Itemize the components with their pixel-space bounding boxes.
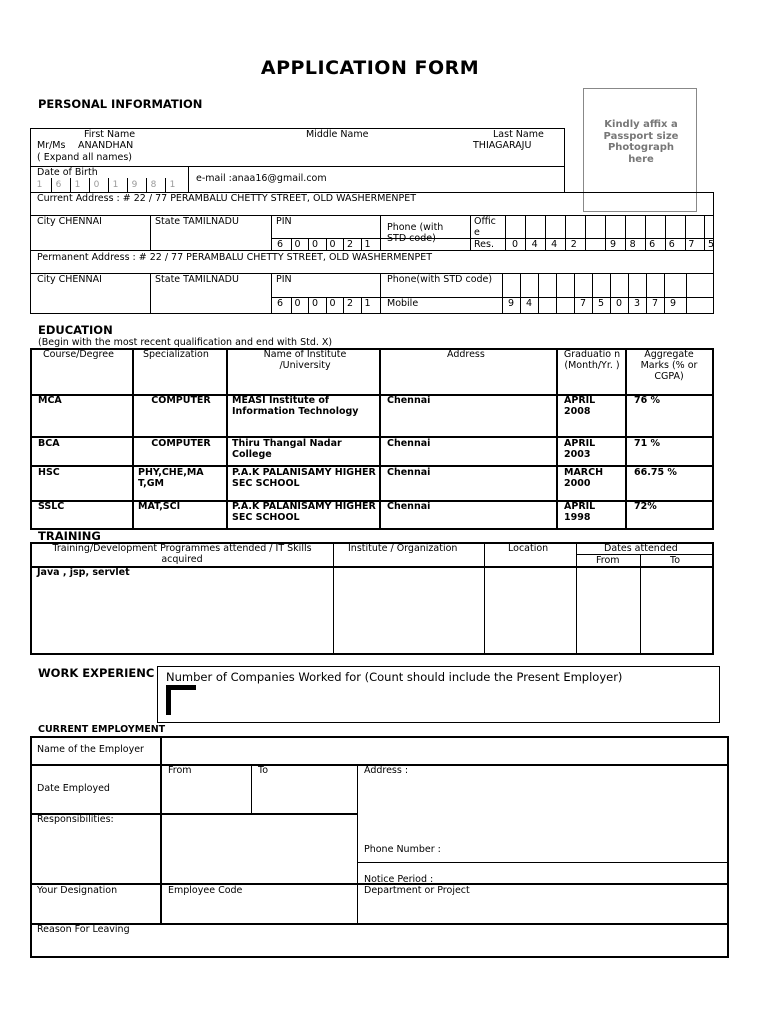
employer-label: Name of the Employer bbox=[37, 744, 144, 755]
dob-label: Date of Birth bbox=[37, 167, 98, 178]
digit-cell[interactable]: 9 bbox=[131, 180, 138, 190]
education-cell-course[interactable]: MCA bbox=[38, 395, 62, 406]
to-label: To bbox=[258, 765, 269, 776]
digit-cell[interactable]: 2 bbox=[346, 239, 354, 250]
section-personal-heading: PERSONAL INFORMATION bbox=[38, 97, 203, 111]
digit-cell[interactable]: 1 bbox=[364, 239, 371, 250]
permanent-address[interactable]: Permanent Address : # 22 / 77 PERAMBALU CHETTY STREET, OLD WASHERMENPET bbox=[37, 252, 433, 263]
edu-header-course: Course/Degree bbox=[43, 349, 114, 360]
res-label: Res. bbox=[474, 239, 494, 250]
reason-for-leaving-label: Reason For Leaving bbox=[37, 924, 130, 935]
photo-box-text: Kindly affix a Passport size Photograph here bbox=[603, 119, 679, 165]
state2-value[interactable]: State TAMILNADU bbox=[155, 274, 239, 285]
edu-header-institute: Name of Institute /University bbox=[263, 349, 347, 371]
mobile-digit-cell[interactable]: 5 bbox=[597, 298, 605, 309]
first-name-value[interactable]: ANANDHAN bbox=[78, 140, 134, 151]
edu-header-graduation: Graduatio n (Month/Yr. ) bbox=[563, 349, 621, 371]
training-entry[interactable]: Java , jsp, servlet bbox=[37, 567, 130, 578]
education-cell-inst[interactable]: Thiru Thangal Nadar College bbox=[232, 438, 342, 460]
employee-code-label: Employee Code bbox=[168, 885, 243, 896]
digit-cell[interactable]: 0 bbox=[294, 298, 301, 309]
res-digit-cell[interactable]: 5 bbox=[707, 239, 715, 250]
digit-cell[interactable]: 1 bbox=[112, 180, 119, 190]
education-cell-addr[interactable]: Chennai bbox=[387, 467, 431, 478]
education-cell-inst[interactable]: MEASI Institute of Information Technology bbox=[232, 395, 359, 417]
city-value[interactable]: City CHENNAI bbox=[37, 216, 102, 227]
current-address[interactable]: Current Address : # 22 / 77 PERAMBALU CHETTY STREET, OLD WASHERMENPET bbox=[37, 193, 417, 204]
res-digit-cell[interactable]: 6 bbox=[649, 239, 656, 250]
expand-names-note: ( Expand all names) bbox=[37, 152, 132, 163]
form-title: APPLICATION FORM bbox=[260, 57, 480, 79]
education-cell-spec[interactable]: COMPUTER bbox=[151, 438, 211, 449]
education-cell-inst[interactable]: P.A.K PALANISAMY HIGHER SEC SCHOOL bbox=[232, 501, 376, 523]
mobile-label: Mobile bbox=[387, 298, 419, 309]
res-digit-cell[interactable]: 0 bbox=[511, 239, 519, 250]
res-digit-cell[interactable]: 4 bbox=[551, 239, 558, 250]
training-col-location: Location bbox=[508, 543, 549, 554]
res-digit-cell[interactable]: 7 bbox=[688, 239, 695, 250]
section-work-heading: WORK EXPERIENC bbox=[38, 666, 155, 680]
email-value[interactable]: e-mail :anaa16@gmail.com bbox=[196, 173, 327, 184]
mobile-digit-cell[interactable]: 9 bbox=[669, 298, 677, 309]
section-education-heading: EDUCATION bbox=[38, 323, 113, 337]
education-cell-marks[interactable]: 66.75 % bbox=[634, 467, 677, 478]
address-label: Address : bbox=[364, 765, 409, 776]
responsibilities-label: Responsibilities: bbox=[37, 814, 114, 825]
education-cell-grad[interactable]: APRIL 1998 bbox=[564, 501, 596, 523]
education-cell-spec[interactable]: COMPUTER bbox=[151, 395, 211, 406]
digit-cell[interactable]: 6 bbox=[276, 298, 284, 309]
digit-cell[interactable]: 2 bbox=[346, 298, 354, 309]
digit-cell[interactable]: 0 bbox=[329, 239, 336, 250]
digit-cell[interactable]: 0 bbox=[93, 180, 100, 190]
digit-cell[interactable]: 6 bbox=[276, 239, 284, 250]
notice-period-label: Notice Period : bbox=[364, 874, 434, 885]
digit-cell[interactable]: 0 bbox=[329, 298, 336, 309]
mobile-digit-cell[interactable]: 3 bbox=[633, 298, 641, 309]
last-name-value[interactable]: THIAGARAJU bbox=[473, 140, 532, 151]
education-cell-marks[interactable]: 72% bbox=[634, 501, 657, 512]
education-cell-marks[interactable]: 71 % bbox=[634, 438, 661, 449]
first-name-label: First Name bbox=[84, 129, 136, 140]
res-digit-cell[interactable]: 4 bbox=[531, 239, 538, 250]
section-current-employment-heading: CURRENT EMPLOYMENT bbox=[38, 724, 166, 735]
pin2-label: PIN bbox=[276, 274, 292, 285]
mrms-label: Mr/Ms bbox=[37, 140, 66, 151]
digit-cell[interactable]: 0 bbox=[294, 239, 301, 250]
education-cell-spec[interactable]: PHY,CHE,MA T,GM bbox=[138, 467, 204, 489]
edu-header-specialization: Specialization bbox=[143, 349, 209, 360]
pin-label: PIN bbox=[276, 216, 292, 227]
digit-cell[interactable]: 1 bbox=[169, 180, 176, 190]
education-cell-spec[interactable]: MAT,SCI bbox=[138, 501, 181, 512]
date-employed-label: Date Employed bbox=[37, 783, 110, 794]
mobile-digit-cell[interactable]: 9 bbox=[507, 298, 515, 309]
digit-cell[interactable]: 8 bbox=[150, 180, 157, 190]
training-col-dates: Dates attended bbox=[604, 543, 678, 554]
digit-cell[interactable]: 0 bbox=[311, 298, 319, 309]
mobile-digit-cell[interactable]: 7 bbox=[651, 298, 659, 309]
education-cell-course[interactable]: BCA bbox=[38, 438, 60, 449]
section-training-heading: TRAINING bbox=[38, 529, 101, 543]
department-label: Department or Project bbox=[364, 885, 470, 896]
education-cell-addr[interactable]: Chennai bbox=[387, 501, 431, 512]
companies-count-field[interactable] bbox=[166, 685, 196, 715]
last-name-label: Last Name bbox=[493, 129, 544, 140]
edu-header-address: Address bbox=[447, 349, 485, 360]
training-col-programmes: Training/Development Programmes attended / IT Skills acquired bbox=[52, 543, 312, 565]
middle-name-label: Middle Name bbox=[306, 129, 369, 140]
education-note: (Begin with the most recent qualification and end with Std. X) bbox=[38, 337, 333, 348]
digit-cell[interactable]: 0 bbox=[311, 239, 319, 250]
training-col-institute: Institute / Organization bbox=[348, 543, 458, 554]
training-col-from: From bbox=[596, 555, 620, 566]
education-cell-course[interactable]: HSC bbox=[38, 467, 60, 478]
edu-header-marks: Aggregate Marks (% or CGPA) bbox=[640, 349, 698, 382]
education-cell-grad[interactable]: APRIL 2003 bbox=[564, 438, 596, 460]
state-value[interactable]: State TAMILNADU bbox=[155, 216, 239, 227]
mobile-digit-cell[interactable]: 0 bbox=[615, 298, 623, 309]
education-cell-inst[interactable]: P.A.K PALANISAMY HIGHER SEC SCHOOL bbox=[232, 467, 376, 489]
education-cell-addr[interactable]: Chennai bbox=[387, 438, 431, 449]
phone-std-label: Phone (with STD code) bbox=[387, 222, 444, 244]
res-digit-cell[interactable]: 6 bbox=[668, 239, 675, 250]
education-cell-addr[interactable]: Chennai bbox=[387, 395, 431, 406]
education-cell-course[interactable]: SSLC bbox=[38, 501, 65, 512]
digit-cell[interactable]: 6 bbox=[55, 180, 62, 190]
companies-count-label: Number of Companies Worked for (Count should include the Present Employer) bbox=[166, 670, 623, 684]
city2-value[interactable]: City CHENNAI bbox=[37, 274, 102, 285]
phone-number-label: Phone Number : bbox=[364, 844, 441, 855]
designation-label: Your Designation bbox=[37, 885, 118, 896]
res-digit-cell[interactable]: 8 bbox=[629, 239, 636, 250]
mobile-digit-cell[interactable]: 7 bbox=[579, 298, 587, 309]
phone-std2-label: Phone(with STD code) bbox=[387, 274, 493, 285]
res-digit-cell[interactable]: 9 bbox=[609, 239, 617, 250]
education-cell-grad[interactable]: APRIL 2008 bbox=[564, 395, 596, 417]
mobile-digit-cell[interactable]: 4 bbox=[525, 298, 533, 309]
education-cell-marks[interactable]: 76 % bbox=[634, 395, 661, 406]
digit-cell[interactable]: 1 bbox=[74, 180, 81, 190]
from-label: From bbox=[168, 765, 192, 776]
digit-cell[interactable]: 1 bbox=[36, 180, 43, 190]
digit-cell[interactable]: 1 bbox=[364, 298, 371, 309]
res-digit-cell[interactable]: 2 bbox=[570, 239, 577, 250]
training-col-to: To bbox=[670, 555, 681, 566]
education-cell-grad[interactable]: MARCH 2000 bbox=[564, 467, 604, 489]
office-label: Offic e bbox=[474, 216, 496, 238]
